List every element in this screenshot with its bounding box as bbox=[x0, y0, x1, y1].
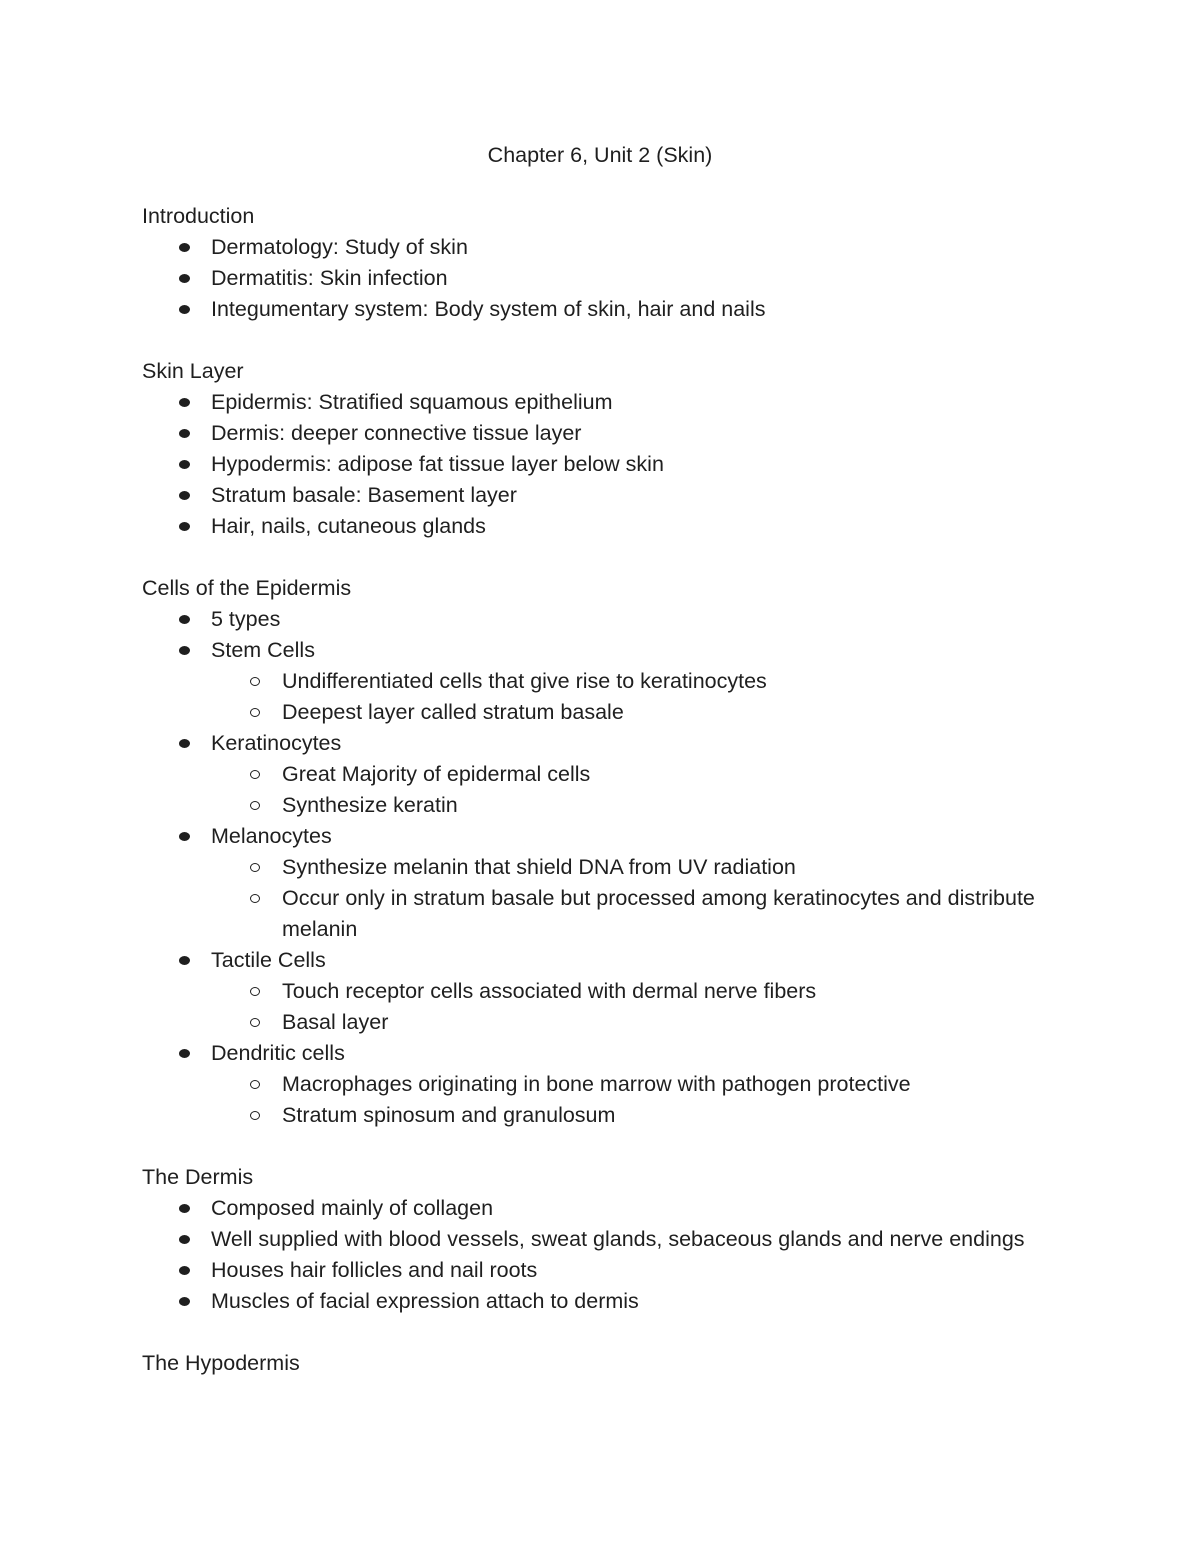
filled-bullet-icon bbox=[179, 305, 190, 314]
section-heading: The Hypodermis bbox=[142, 1351, 300, 1375]
sub-list-item-text: Occur only in stratum basale but processed among keratinocytes and distribute melanin bbox=[282, 886, 1035, 941]
list-item bbox=[142, 1193, 1058, 1224]
sub-list-item bbox=[142, 1069, 1058, 1100]
filled-bullet-icon bbox=[179, 1297, 190, 1306]
section-heading: Introduction bbox=[142, 204, 255, 228]
filled-bullet-icon bbox=[179, 956, 190, 965]
sub-list-item bbox=[142, 976, 1058, 1007]
sub-list-item-text: Great Majority of epidermal cells bbox=[282, 762, 591, 786]
sub-list-item-text: Basal layer bbox=[282, 1010, 389, 1034]
list-item bbox=[142, 1038, 1058, 1069]
section bbox=[142, 201, 1058, 325]
filled-bullet-icon bbox=[179, 398, 190, 407]
filled-bullet-icon bbox=[179, 1204, 190, 1213]
document-title: Chapter 6, Unit 2 (Skin) bbox=[487, 143, 713, 167]
filled-bullet-icon bbox=[179, 1049, 190, 1058]
sub-list-item bbox=[142, 790, 1058, 821]
list-item-text: Composed mainly of collagen bbox=[211, 1196, 494, 1220]
list-item bbox=[142, 232, 1058, 263]
sub-list-item-text: Synthesize keratin bbox=[282, 793, 458, 817]
list-item-text: Dermatitis: Skin infection bbox=[211, 266, 448, 290]
hollow-bullet-icon bbox=[250, 708, 260, 717]
sub-list-item-text: Touch receptor cells associated with dermal nerve fibers bbox=[282, 979, 817, 1003]
list-item-text: Stratum basale: Basement layer bbox=[211, 483, 517, 507]
filled-bullet-icon bbox=[179, 522, 190, 531]
hollow-bullet-icon bbox=[250, 863, 260, 872]
bullet-list bbox=[142, 1193, 1058, 1317]
list-item bbox=[142, 1255, 1058, 1286]
section-heading: Cells of the Epidermis bbox=[142, 576, 352, 600]
list-item-text: Tactile Cells bbox=[211, 948, 326, 972]
sub-list-item-text: Stratum spinosum and granulosum bbox=[282, 1103, 616, 1127]
sub-list-item bbox=[142, 666, 1058, 697]
list-item bbox=[142, 263, 1058, 294]
bullet-list bbox=[142, 604, 1058, 1131]
list-item-text: Dermatology: Study of skin bbox=[211, 235, 468, 259]
sub-list-item bbox=[142, 1007, 1058, 1038]
list-item-text: Hypodermis: adipose fat tissue layer below skin bbox=[211, 452, 664, 476]
document-body bbox=[142, 201, 1058, 1379]
section bbox=[142, 1348, 1058, 1379]
filled-bullet-icon bbox=[179, 1266, 190, 1275]
sub-list-item-text: Synthesize melanin that shield DNA from UV radiation bbox=[282, 855, 796, 879]
document-page bbox=[142, 139, 1058, 1410]
list-item-text: Dendritic cells bbox=[211, 1041, 345, 1065]
sub-list-item-text: Macrophages originating in bone marrow with pathogen protective bbox=[282, 1072, 911, 1096]
list-item bbox=[142, 449, 1058, 480]
section-heading: The Dermis bbox=[142, 1165, 254, 1189]
sub-list-item bbox=[142, 697, 1058, 728]
hollow-bullet-icon bbox=[250, 987, 260, 996]
sub-list-item-text: Undifferentiated cells that give rise to keratinocytes bbox=[282, 669, 767, 693]
hollow-bullet-icon bbox=[250, 770, 260, 779]
filled-bullet-icon bbox=[179, 460, 190, 469]
list-item bbox=[142, 418, 1058, 449]
hollow-bullet-icon bbox=[250, 1018, 260, 1027]
list-item-text: 5 types bbox=[211, 607, 281, 631]
sub-list-item bbox=[142, 852, 1058, 883]
list-item-text: Well supplied with blood vessels, sweat glands, sebaceous glands and nerve endings bbox=[211, 1227, 1025, 1251]
hollow-bullet-icon bbox=[250, 1080, 260, 1089]
sub-list-item bbox=[142, 1100, 1058, 1131]
hollow-bullet-icon bbox=[250, 894, 260, 903]
section-heading: Skin Layer bbox=[142, 359, 244, 383]
list-item bbox=[142, 1224, 1058, 1255]
bullet-list bbox=[142, 232, 1058, 325]
filled-bullet-icon bbox=[179, 429, 190, 438]
hollow-bullet-icon bbox=[250, 801, 260, 810]
list-item bbox=[142, 945, 1058, 976]
section bbox=[142, 356, 1058, 542]
sub-list-item bbox=[142, 759, 1058, 790]
list-item bbox=[142, 821, 1058, 852]
list-item bbox=[142, 728, 1058, 759]
list-item bbox=[142, 294, 1058, 325]
filled-bullet-icon bbox=[179, 739, 190, 748]
list-item-text: Epidermis: Stratified squamous epithelium bbox=[211, 390, 613, 414]
list-item bbox=[142, 511, 1058, 542]
list-item bbox=[142, 387, 1058, 418]
list-item-text: Integumentary system: Body system of skin, hair and nails bbox=[211, 297, 766, 321]
list-item bbox=[142, 1286, 1058, 1317]
sub-list-item bbox=[142, 883, 1058, 945]
list-item bbox=[142, 480, 1058, 511]
filled-bullet-icon bbox=[179, 491, 190, 500]
list-item-text: Dermis: deeper connective tissue layer bbox=[211, 421, 582, 445]
list-item-text: Houses hair follicles and nail roots bbox=[211, 1258, 538, 1282]
filled-bullet-icon bbox=[179, 1235, 190, 1244]
list-item-text: Hair, nails, cutaneous glands bbox=[211, 514, 486, 538]
hollow-bullet-icon bbox=[250, 1111, 260, 1120]
bullet-list bbox=[142, 387, 1058, 542]
hollow-bullet-icon bbox=[250, 677, 260, 686]
filled-bullet-icon bbox=[179, 243, 190, 252]
section bbox=[142, 573, 1058, 1131]
section bbox=[142, 1162, 1058, 1317]
list-item-text: Muscles of facial expression attach to dermis bbox=[211, 1289, 639, 1313]
list-item bbox=[142, 635, 1058, 666]
list-item bbox=[142, 604, 1058, 635]
filled-bullet-icon bbox=[179, 832, 190, 841]
sub-list-item-text: Deepest layer called stratum basale bbox=[282, 700, 624, 724]
filled-bullet-icon bbox=[179, 615, 190, 624]
list-item-text: Keratinocytes bbox=[211, 731, 342, 755]
filled-bullet-icon bbox=[179, 646, 190, 655]
list-item-text: Melanocytes bbox=[211, 824, 332, 848]
list-item-text: Stem Cells bbox=[211, 638, 315, 662]
filled-bullet-icon bbox=[179, 274, 190, 283]
